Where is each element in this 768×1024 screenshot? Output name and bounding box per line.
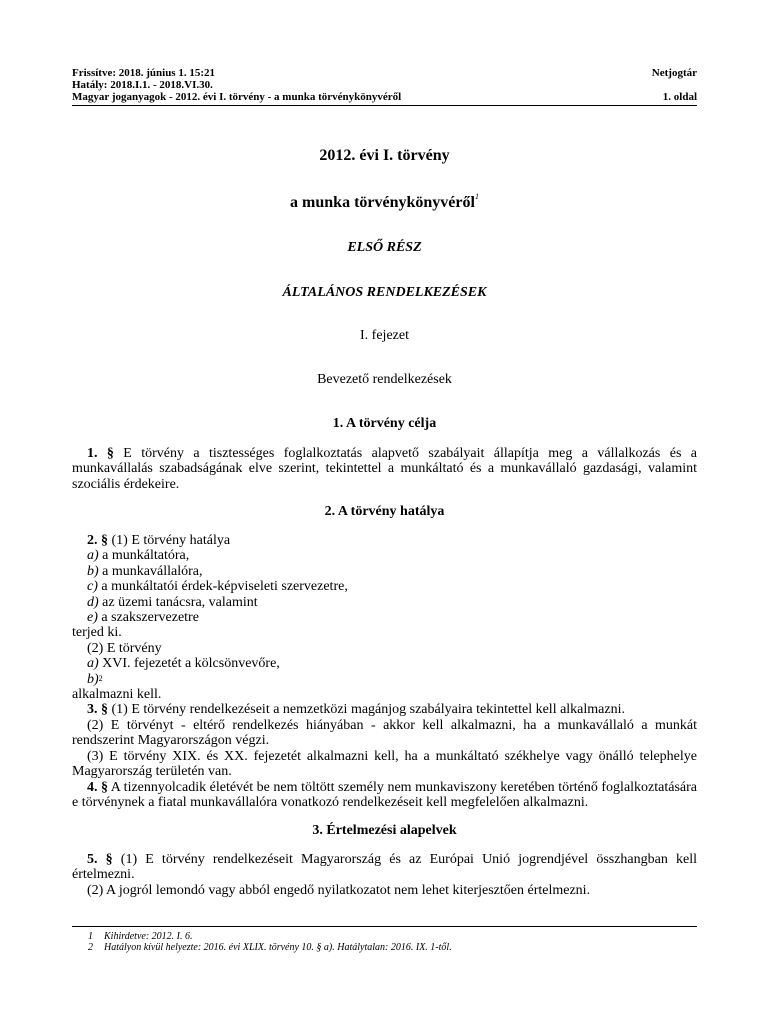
paragraph-5 bbox=[72, 852, 697, 883]
list-item bbox=[72, 548, 697, 563]
footnote-text: Hatályon kívül helyezte: 2016. évi XLIX. törvény 10. § a). Hatálytalan: 2016. IX. 1-től. bbox=[104, 942, 452, 953]
page-header bbox=[72, 67, 697, 103]
paragraph-3 bbox=[72, 702, 697, 717]
section-2-title: 2. A törvény hatálya bbox=[324, 504, 445, 519]
source-title: Magyar joganyagok - 2012. évi I. törvény - a munka törvénykönyvéről bbox=[72, 91, 402, 103]
item-text: XVI. fejezetét a kölcsönvevőre, bbox=[98, 656, 280, 672]
paragraph-text: (1) E törvény rendelkezéseit a nemzetközi magánjog szabályaira tekintettel kell alkalmazni. bbox=[108, 702, 625, 718]
footnote bbox=[88, 942, 452, 953]
paragraph-4 bbox=[72, 780, 697, 811]
validity-range: Hatály: 2018.I.1. - 2018.VI.30. bbox=[72, 79, 213, 91]
item-label: c) bbox=[87, 579, 98, 595]
item-text: a munkáltatóra, bbox=[98, 548, 190, 564]
page-number: 1. oldal bbox=[662, 91, 697, 103]
footnote-ref-1[interactable]: 1 bbox=[474, 192, 479, 201]
list-item bbox=[72, 656, 697, 671]
chapter-heading: I. fejezet bbox=[360, 328, 409, 343]
paragraph-mark: 2. § bbox=[87, 533, 108, 548]
paragraph-text: (1) E törvény rendelkezéseit Magyarország és az Európai Unió jogrendjével összhangban kell értelmezni. bbox=[72, 852, 697, 883]
footnote-ref-2[interactable]: 2 bbox=[98, 673, 103, 683]
item-text: a munkavállalóra, bbox=[98, 563, 203, 579]
item-label: d) bbox=[87, 594, 99, 610]
paragraph-text: (2) E törvény bbox=[87, 640, 162, 656]
paragraph-text: A tizennyolcadik életévét be nem töltött személy nem munkaviszony keretében történő foglalkoztatására e törvénynek a fiatal munkavállalóra vonatkozó rendelkezéseit kell megfelelően alkalmazni. bbox=[72, 779, 698, 810]
header-divider bbox=[72, 105, 697, 106]
list-item bbox=[72, 564, 697, 579]
law-subtitle bbox=[72, 194, 697, 212]
paragraph-mark: 4. § bbox=[87, 779, 109, 795]
paragraph-text: alkalmazni kell. bbox=[72, 687, 162, 703]
footnote-divider bbox=[72, 926, 697, 927]
paragraph-text: (2) A jogról lemondó vagy abból engedő nyilatkozatot nem lehet kiterjesztően értelmezni. bbox=[87, 882, 591, 898]
paragraph-1 bbox=[72, 446, 697, 492]
paragraph-text: (1) E törvény hatálya bbox=[108, 533, 231, 548]
paragraph-mark: 5. § bbox=[87, 852, 113, 867]
item-label: a) bbox=[87, 656, 99, 672]
section-3-body bbox=[72, 852, 697, 898]
paragraph-text: (3) E törvény XIX. és XX. fejezetét alkalmazni kell, ha a munkáltató székhelye vagy önálló telephelye Magyarország területén van. bbox=[72, 748, 697, 780]
section-2-body bbox=[72, 533, 697, 810]
paragraph-mark: 3. § bbox=[87, 702, 108, 718]
paragraph-text: E törvény a tisztességes foglalkoztatás alapvető szabályait állapítja meg a vállalkozás és a munkavállalás szabadságának elve szerint, tekintettel a munkáltató és a munkavállaló gazdasági, valamint szociális érdekeire. bbox=[72, 446, 697, 492]
part-title: ÁLTALÁNOS RENDELKEZÉSEK bbox=[282, 285, 487, 300]
item-label: a) bbox=[87, 548, 99, 564]
list-item bbox=[72, 610, 697, 625]
law-title: 2012. évi I. törvény bbox=[319, 147, 450, 164]
item-text: az üzemi tanácsra, valamint bbox=[98, 594, 258, 610]
item-label: b) bbox=[87, 671, 99, 687]
updated-date: Frissítve: 2018. június 1. 15:21 bbox=[72, 67, 215, 79]
list-item bbox=[72, 595, 697, 610]
paragraph-mark: 1. § bbox=[87, 446, 114, 461]
item-text: a munkáltatói érdek-képviseleti szervezetre, bbox=[97, 579, 348, 595]
law-subtitle-text: a munka törvénykönyvéről bbox=[290, 194, 475, 211]
paragraph-2 bbox=[72, 533, 697, 548]
footnote-text: Kihirdetve: 2012. I. 6. bbox=[104, 931, 193, 942]
chapter-title: Bevezető rendelkezések bbox=[317, 372, 452, 387]
paragraph-text: terjed ki. bbox=[72, 625, 122, 641]
paragraph-text: (2) E törvényt - eltérő rendelkezés hiányában - akkor kell alkalmazni, ha a munkavállaló a munkát rendszerint Magyarországon végzi. bbox=[72, 717, 697, 749]
footnote-number: 1 bbox=[88, 931, 93, 942]
section-1-body bbox=[72, 446, 697, 492]
item-text: a szakszervezetre bbox=[97, 610, 199, 626]
item-label: e) bbox=[87, 610, 98, 626]
list-item bbox=[72, 579, 697, 594]
section-1-title: 1. A törvény célja bbox=[332, 416, 437, 431]
list-item bbox=[72, 672, 697, 687]
site-name: Netjogtár bbox=[651, 67, 697, 79]
footnote bbox=[88, 931, 193, 942]
section-3-title: 3. Értelmezési alapelvek bbox=[312, 823, 457, 838]
footnote-number: 2 bbox=[88, 942, 93, 953]
part-heading: ELSŐ RÉSZ bbox=[347, 240, 422, 255]
item-label: b) bbox=[87, 563, 99, 579]
